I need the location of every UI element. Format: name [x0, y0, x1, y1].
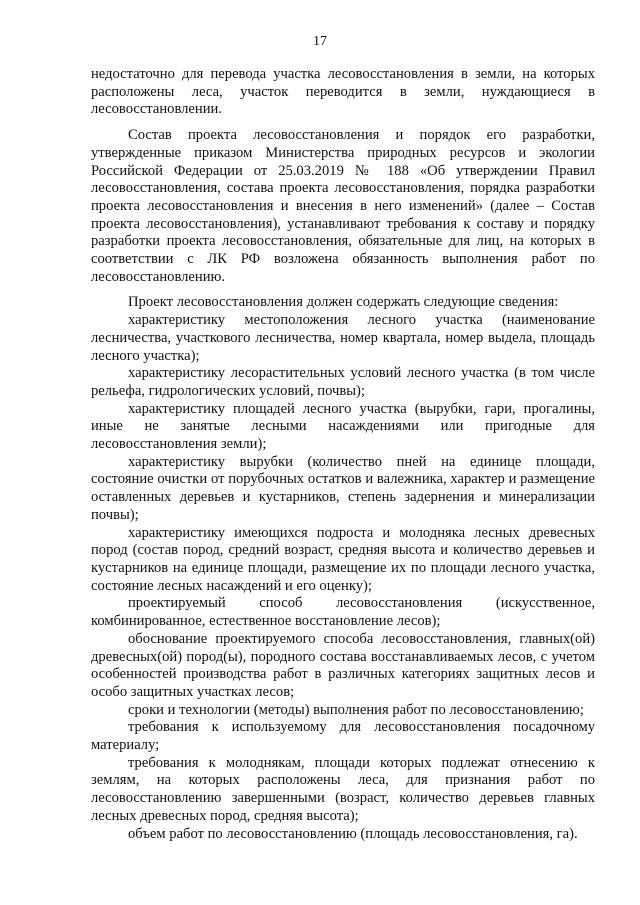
list-item-method-justification: обоснование проектируемого способа лесовосстановления, главных(ой) древесных(ой) пород(ы), породного состава восстанавливаемых лесов, с учетом особенностей производства работ в различных категориях защитных лесов и особо защитных участках лесов;	[91, 630, 595, 700]
list-item-work-volume: объем работ по лесовосстановлению (площадь лесовосстановления, га).	[128, 825, 578, 842]
paragraph-continuation: недостаточно для перевода участка лесовосстановления в земли, на которых расположены леса, участок переводится в земли, нуждающиеся в лесовосстановлении.	[91, 66, 595, 118]
list-item-method: проектируемый способ лесовосстановления (искусственное, комбинированное, естественное восстановление лесов);	[91, 595, 595, 630]
list-item-clearing: характеристику вырубки (количество пней на единице площади, состояние очистки от порубочных остатков и валежника, характер и размещение оставленных деревьев и кустарников, степень задернения и минерализации почвы);	[91, 453, 595, 523]
page-number: 17	[313, 34, 327, 49]
list-item-location: характеристику местоположения лесного участка (наименование лесничества, участкового лесничества, номер квартала, номер выдела, площадь лесного участка);	[91, 312, 595, 364]
list-item-timing: сроки и технологии (методы) выполнения работ по лесовосстановлению;	[128, 701, 584, 718]
list-item-growing-conditions: характеристику лесорастительных условий лесного участка (в том числе рельефа, гидрологических условий, почвы);	[91, 365, 595, 399]
paragraph-required-info-intro: Проект лесовосстановления должен содержать следующие сведения:	[128, 294, 559, 311]
list-item-areas: характеристику площадей лесного участка (вырубки, гари, прогалины, иные не занятые лесными насаждениями или пригодные для лесовосстановления земли);	[91, 400, 595, 453]
list-item-undergrowth: характеристику имеющихся подроста и молодняка лесных древесных пород (состав пород, средний возраст, средняя высота и количество деревьев и кустарников на единице площади, размещение их по площади лесного участка, состояние лесных насаждений и его оценку);	[91, 524, 595, 594]
list-item-young-stands: требования к молоднякам, площади которых подлежат отнесению к землям, на которых расположены леса, для признания работ по лесовосстановлению завершенными (возраст, количество деревьев главных лесных древесных пород, средняя высота);	[91, 754, 595, 824]
paragraph-project-composition: Состав проекта лесовосстановления и порядок его разработки, утвержденные приказом Министерства природных ресурсов и экологии Российской Федерации от 25.03.2019 № 188 «Об утверждении Правил лесовосстановления, состава проекта лесовосстановления, порядка разработки проекта лесовосстановления и внесения в него изменений» (далее – Состав проекта лесовосстановления), устанавливают требования к составу и порядку разработки проекта лесовосстановления, обязательные для лиц, на которых в соответствии с ЛК РФ возложена обязанность выполнения работ по лесовосстановлению.	[91, 127, 595, 285]
document-body	[91, 66, 595, 843]
list-item-planting-material: требования к используемому для лесовосстановления посадочному материалу;	[91, 719, 595, 754]
